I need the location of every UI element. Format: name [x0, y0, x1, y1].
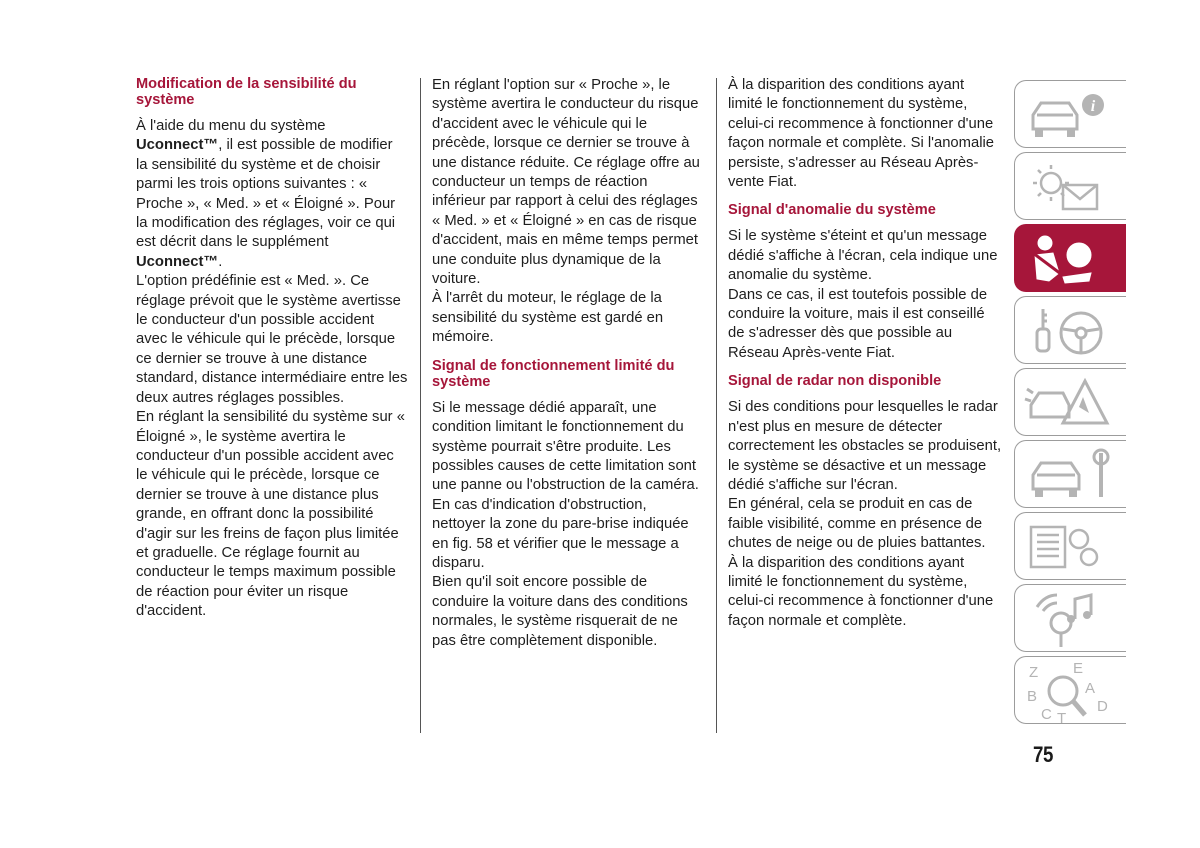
index-letter: D [1097, 698, 1108, 715]
text-run: À l'aide du menu du système [136, 118, 326, 134]
car-wrench-icon [1023, 445, 1119, 505]
index-letter: C [1041, 706, 1052, 723]
text-column-2 [432, 76, 704, 651]
paragraph: Si le message dédié apparaît, une condition limitant le fonctionnement du système pourrait s'être produite. Les possibles causes de cette limitation sont une panne ou l'obstruction de la caméra. [432, 399, 699, 494]
section-heading-sensitivity: Modification de la sensibilité du système [136, 76, 357, 108]
tab-technical-data[interactable] [1014, 512, 1126, 580]
paragraph [136, 117, 408, 272]
multimedia-icon [1023, 589, 1119, 649]
technical-data-icon [1023, 517, 1119, 577]
column-divider [716, 78, 717, 733]
index-letter: E [1073, 661, 1084, 677]
section-heading-anomaly: Signal d'anomalie du système [728, 202, 936, 219]
svg-text:i: i [1090, 98, 1096, 115]
paragraph: Bien qu'il soit encore possible de conduire la voiture dans des conditions normales, le système risquerait de ne pas être complètement disponible. [432, 574, 688, 649]
car-info-icon [1023, 85, 1119, 145]
dashboard-lights-icon [1023, 157, 1119, 217]
tab-maintenance[interactable] [1014, 440, 1126, 508]
tab-starting-driving[interactable] [1014, 296, 1126, 364]
index-letter: Z [1029, 664, 1039, 681]
tab-dashboard-lights[interactable] [1014, 152, 1126, 220]
paragraph: Si des conditions pour lesquelles le radar n'est plus en mesure de détecter correctement les obstacles se produisent, le système se désactive et un message dédié s'affiche sur l'écran. [728, 399, 1002, 493]
uconnect-term: Uconnect™ [136, 253, 219, 270]
paragraph: À la disparition des conditions ayant limité le fonctionnement du système, celui-ci recommence à fonctionner d'une façon normale et complète. [728, 554, 994, 629]
column-divider [420, 78, 421, 733]
uconnect-term: Uconnect™ [136, 137, 219, 154]
paragraph: En cas d'indication d'obstruction, nettoyer la zone du pare-brise indiquée en fig. 58 et vérifier que le message a disparu. [432, 496, 689, 571]
paragraph: L'option prédéfinie est « Med. ». Ce réglage prévoit que le système avertisse le conducteur d'un possible accident avec le véhicule qui le précède, lorsque ce dernier se trouve à une distance standard, distance intermédiaire entre les deux autres réglages possibles. [136, 273, 408, 406]
paragraph: En réglant l'option sur « Proche », le système avertira le conducteur du risque d'accident avec le véhicule qui le précède, lorsque ce dernier se trouve à une distance réduite. Ce réglage offre au conducteur un temps de réaction inférieur par rapport à celui des réglages « Med. » et « Éloigné » en cas de risque d'accident, mais en même temps permet une conduite plus dynamique de la voiture. [432, 77, 700, 288]
tab-car-info[interactable] [1014, 80, 1126, 148]
key-steering-wheel-icon [1023, 301, 1119, 361]
index-letter: B [1027, 688, 1038, 705]
car-warning-triangle-icon [1023, 373, 1119, 433]
index-letter: A [1085, 680, 1096, 697]
paragraph: À la disparition des conditions ayant limité le fonctionnement du système, celui-ci recommence à fonctionner d'une façon normale et complète. Si l'anomalie persiste, s'adresser au Réseau Après-vente Fiat. [728, 77, 995, 191]
safety-airbag-icon [1023, 229, 1119, 289]
index-letter: T [1057, 710, 1067, 725]
text-column-3 [728, 76, 1002, 631]
alphabetical-index-icon [1023, 661, 1119, 725]
tab-alphabetical-index[interactable] [1014, 656, 1126, 724]
tab-safety[interactable] [1014, 224, 1126, 292]
tab-multimedia[interactable] [1014, 584, 1126, 652]
text-run: , il est possible de modifier la sensibilité du système et de choisir parmi les trois options suivantes : « Proche », « Med. » et « Éloigné ». Pour la modification des réglages, voir ce qui est décrit dans le supplément [136, 137, 396, 251]
tab-emergency[interactable] [1014, 368, 1126, 436]
text-run: . [218, 253, 223, 270]
section-heading-limited-function: Signal de fonctionnement limité du système [432, 357, 675, 390]
page-number: 75 [1033, 742, 1053, 767]
paragraph: Si le système s'éteint et qu'un message dédié s'affiche à l'écran, cela indique une anomalie du système. [728, 228, 998, 284]
paragraph: Dans ce cas, il est toutefois possible de conduire la voiture, mais il est conseillé de s'adresser dès que possible au Réseau Après-vente Fiat. [728, 286, 988, 361]
paragraph: En réglant la sensibilité du système sur « Éloigné », le système avertira le conducteur d'un possible accident avec le véhicule qui le précède, lorsque ce dernier se trouve à une distance plus grande, en offrant donc la possibilité d'agir sur les freins de façon plus limitée et graduelle. Ce réglage fournit au conducteur le temps maximum possible de réaction pour éviter un risque d'accident. [136, 409, 405, 620]
paragraph: À l'arrêt du moteur, le réglage de la sensibilité du système est gardé en mémoire. [432, 290, 664, 346]
section-heading-radar-unavailable: Signal de radar non disponible [728, 373, 942, 390]
paragraph: En général, cela se produit en cas de faible visibilité, comme en présence de chutes de neige ou de pluies battantes. [728, 496, 986, 552]
text-column-1 [136, 76, 408, 622]
